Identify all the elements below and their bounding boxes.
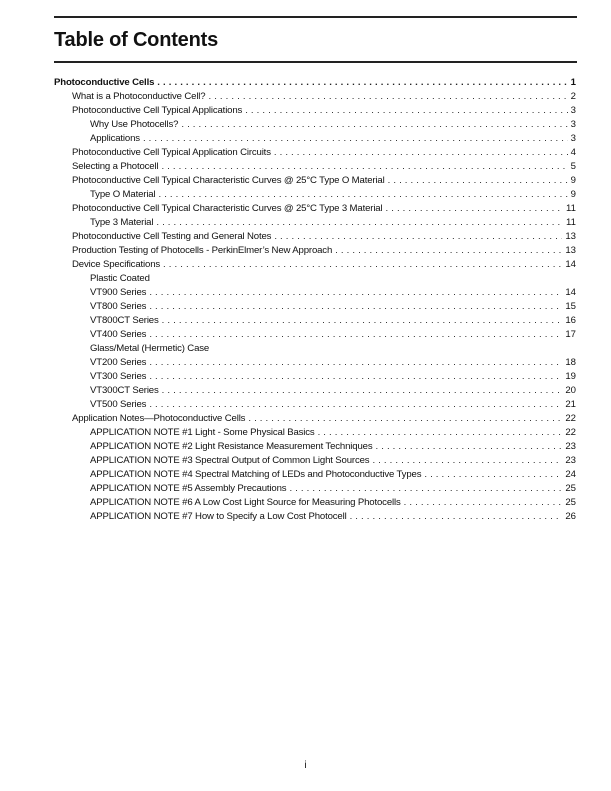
toc-entry[interactable] [54, 174, 576, 188]
toc-entry-page-number: 23 [565, 441, 576, 452]
toc-entry-page-number: 3 [570, 105, 576, 116]
toc-entry[interactable] [54, 412, 576, 426]
toc-dot-leader [248, 412, 562, 426]
toc-entry[interactable] [54, 454, 576, 468]
toc-entry-title: APPLICATION NOTE #2 Light Resistance Measurement Techniques [90, 441, 373, 452]
toc-entry-title: Applications [90, 133, 140, 144]
toc-entry-page-number: 22 [565, 427, 576, 438]
toc-entry-title: Photoconductive Cells [54, 77, 155, 88]
toc-entry[interactable] [54, 188, 576, 202]
title-underline-rule [54, 61, 577, 63]
toc-entry[interactable] [54, 496, 576, 510]
toc-dot-leader [149, 356, 562, 370]
toc-entry-page-number: 2 [570, 91, 576, 102]
toc-entry[interactable] [54, 314, 576, 328]
toc-entry-title: Type 3 Material [90, 217, 154, 228]
toc-entry-title: APPLICATION NOTE #1 Light - Some Physical Basics [90, 427, 315, 438]
toc-entry-title: VT400 Series [90, 329, 147, 340]
toc-dot-leader [424, 468, 562, 482]
toc-entry-title: Type O Material [90, 189, 156, 200]
toc-entry-page-number: 22 [565, 413, 576, 424]
toc-dot-leader [245, 104, 567, 118]
toc-entry-page-number: 9 [570, 175, 576, 186]
toc-entry[interactable] [54, 76, 576, 90]
toc-dot-leader [162, 314, 563, 328]
toc-entry[interactable] [54, 160, 576, 174]
toc-entry[interactable] [54, 104, 576, 118]
toc-entry[interactable] [54, 244, 576, 258]
toc-entry[interactable] [54, 132, 576, 146]
toc-entry-title: APPLICATION NOTE #5 Assembly Precautions [90, 483, 287, 494]
toc-dot-leader [149, 328, 562, 342]
toc-entry-page-number: 3 [570, 133, 576, 144]
toc-entry-page-number: 25 [565, 497, 576, 508]
toc-entry-title: Glass/Metal (Hermetic) Case [90, 343, 210, 354]
toc-entry-page-number: 5 [570, 161, 576, 172]
toc-entry-page-number: 16 [565, 315, 576, 326]
toc-entry[interactable] [54, 258, 576, 272]
toc-entry[interactable] [54, 146, 576, 160]
toc-entry[interactable] [54, 482, 576, 496]
toc-entry[interactable] [54, 468, 576, 482]
toc-dot-leader [158, 188, 567, 202]
toc-dot-leader [208, 90, 567, 104]
toc-entry-page-number: 23 [565, 455, 576, 466]
table-of-contents [54, 76, 576, 524]
toc-dot-leader [318, 426, 563, 440]
toc-entry-title: Photoconductive Cell Typical Application Circuits [72, 147, 271, 158]
toc-dot-leader [162, 384, 563, 398]
toc-entry-title: APPLICATION NOTE #3 Spectral Output of Common Light Sources [90, 455, 370, 466]
toc-entry-page-number: 15 [565, 301, 576, 312]
toc-entry-title: Photoconductive Cell Typical Characteristic Curves @ 25°C Type O Material [72, 175, 385, 186]
toc-dot-leader [375, 440, 562, 454]
toc-entry-page-number: 4 [570, 147, 576, 158]
toc-entry[interactable] [54, 300, 576, 314]
toc-entry-page-number: 20 [565, 385, 576, 396]
toc-entry-page-number: 25 [565, 483, 576, 494]
toc-entry-page-number: 14 [565, 287, 576, 298]
toc-entry-page-number: 11 [566, 203, 576, 214]
toc-entry[interactable] [54, 440, 576, 454]
toc-entry[interactable] [54, 90, 576, 104]
toc-dot-leader [289, 482, 562, 496]
page-number: i [304, 760, 307, 771]
toc-entry-title: VT300 Series [90, 371, 147, 382]
toc-entry-page-number: 14 [565, 259, 576, 270]
toc-entry-title: APPLICATION NOTE #6 A Low Cost Light Source for Measuring Photocells [90, 497, 401, 508]
toc-entry-page-number: 21 [565, 399, 576, 410]
toc-dot-leader [149, 286, 562, 300]
toc-entry-title: Application Notes—Photoconductive Cells [72, 413, 246, 424]
toc-entry-title: Photoconductive Cell Typical Characteristic Curves @ 25°C Type 3 Material [72, 203, 383, 214]
toc-dot-leader [143, 132, 568, 146]
toc-entry-page-number: 9 [570, 189, 576, 200]
toc-dot-leader [372, 454, 562, 468]
toc-entry-title: APPLICATION NOTE #7 How to Specify a Low Cost Photocell [90, 511, 347, 522]
toc-entry-title: VT800CT Series [90, 315, 159, 326]
toc-entry-page-number: 13 [565, 231, 576, 242]
toc-entry-page-number: 26 [565, 511, 576, 522]
toc-entry-title: Photoconductive Cell Typical Applications [72, 105, 243, 116]
toc-entry-title: Selecting a Photocell [72, 161, 159, 172]
toc-entry-page-number: 18 [565, 357, 576, 368]
toc-entry-title: VT900 Series [90, 287, 147, 298]
toc-entry-page-number: 1 [570, 77, 576, 88]
toc-entry[interactable] [54, 216, 576, 230]
toc-entry-title: Plastic Coated [90, 273, 150, 284]
top-rule [54, 16, 577, 18]
toc-entry-title: What is a Photoconductive Cell? [72, 91, 206, 102]
toc-entry[interactable] [54, 342, 576, 356]
toc-dot-leader [385, 202, 563, 216]
toc-dot-leader [161, 160, 567, 174]
toc-entry[interactable] [54, 356, 576, 370]
toc-entry[interactable] [54, 426, 576, 440]
toc-dot-leader [149, 398, 562, 412]
toc-entry[interactable] [54, 384, 576, 398]
toc-dot-leader [163, 258, 562, 272]
toc-entry[interactable] [54, 398, 576, 412]
toc-entry-title: APPLICATION NOTE #4 Spectral Matching of LEDs and Photoconductive Types [90, 469, 422, 480]
toc-entry-page-number: 11 [566, 217, 576, 228]
toc-entry-page-number: 13 [565, 245, 576, 256]
toc-entry-title: VT300CT Series [90, 385, 159, 396]
toc-dot-leader [149, 300, 562, 314]
toc-entry-title: Photoconductive Cell Testing and General Notes [72, 231, 272, 242]
toc-dot-leader [157, 76, 567, 90]
toc-entry-title: VT500 Series [90, 399, 147, 410]
toc-dot-leader [149, 370, 562, 384]
toc-entry[interactable] [54, 202, 576, 216]
toc-dot-leader [181, 118, 567, 132]
toc-entry[interactable] [54, 370, 576, 384]
toc-entry-title: Device Specifications [72, 259, 161, 270]
toc-entry-title: VT800 Series [90, 301, 147, 312]
toc-entry[interactable] [54, 118, 576, 132]
toc-entry-page-number: 3 [570, 119, 576, 130]
toc-entry-page-number: 19 [565, 371, 576, 382]
toc-dot-leader [350, 510, 563, 524]
toc-entry[interactable] [54, 328, 576, 342]
toc-dot-leader [404, 496, 563, 510]
toc-entry-title: Production Testing of Photocells - PerkinElmer’s New Approach [72, 245, 333, 256]
toc-entry[interactable] [54, 230, 576, 244]
toc-entry[interactable] [54, 510, 576, 524]
toc-dot-leader [156, 216, 563, 230]
toc-entry[interactable] [54, 286, 576, 300]
toc-entry-title: VT200 Series [90, 357, 147, 368]
toc-entry-page-number: 24 [565, 469, 576, 480]
toc-dot-leader [274, 230, 562, 244]
toc-dot-leader [335, 244, 562, 258]
toc-entry-title: Why Use Photocells? [90, 119, 179, 130]
toc-dot-leader [274, 146, 568, 160]
toc-entry[interactable] [54, 272, 576, 286]
page-title: Table of Contents [54, 29, 219, 51]
toc-dot-leader [388, 174, 568, 188]
toc-entry-page-number: 17 [565, 329, 576, 340]
